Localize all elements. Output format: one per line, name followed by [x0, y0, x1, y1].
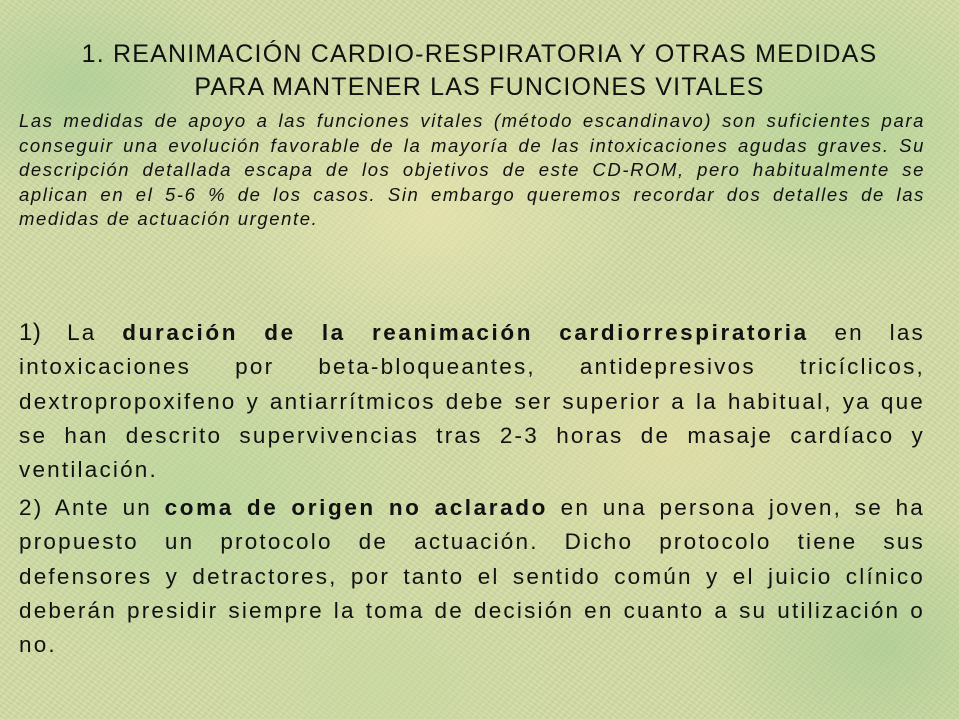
slide-title [10, 38, 949, 104]
slide-title-line-2: PARA MANTENER LAS FUNCIONES VITALES [194, 73, 765, 101]
point-1-paragraph [19, 316, 925, 487]
point-2-paragraph [19, 491, 925, 662]
point-1-emphasis: duración de la reanimación cardiorrespiratoria [122, 320, 809, 345]
point-1-body-text: en las intoxicaciones por beta-bloqueantes, antidepresivos tricíclicos, dextropropoxifeno y antiarrítmicos debe ser superior a la habitual, ya que se han descrito supervivencias tras 2-3 horas de masaje cardíaco y ventilación. [19, 320, 926, 483]
point-1-number: 1) [19, 319, 42, 346]
point-1-lead-text: La [67, 320, 97, 345]
point-2-emphasis: coma de origen no aclarado [164, 495, 548, 520]
point-2-number: 2) [19, 495, 44, 520]
point-2-body-text: en una persona joven, se ha propuesto un protocolo de actuación. Dicho protocolo tiene sus defensores y detractores, por tanto el sentido común y el juicio clínico deberán presidir siempre la toma de decisión en cuanto a su utilización o no. [19, 495, 926, 658]
point-2-lead-text: Ante un [54, 495, 152, 520]
intro-paragraph: Las medidas de apoyo a las funciones vitales (método escandinavo) son suficientes para conseguir una evolución favorable de la mayoría de las intoxicaciones agudas graves. Su descripción detallada escapa de los objetivos de este CD-ROM, pero habitualmente se aplican en el 5-6 % de los casos. Sin embargo queremos recordar dos detalles de las medidas de actuación urgente. [19, 110, 925, 229]
slide-title-line-1: 1. REANIMACIÓN CARDIO-RESPIRATORIA Y OTRAS MEDIDAS [81, 40, 878, 68]
